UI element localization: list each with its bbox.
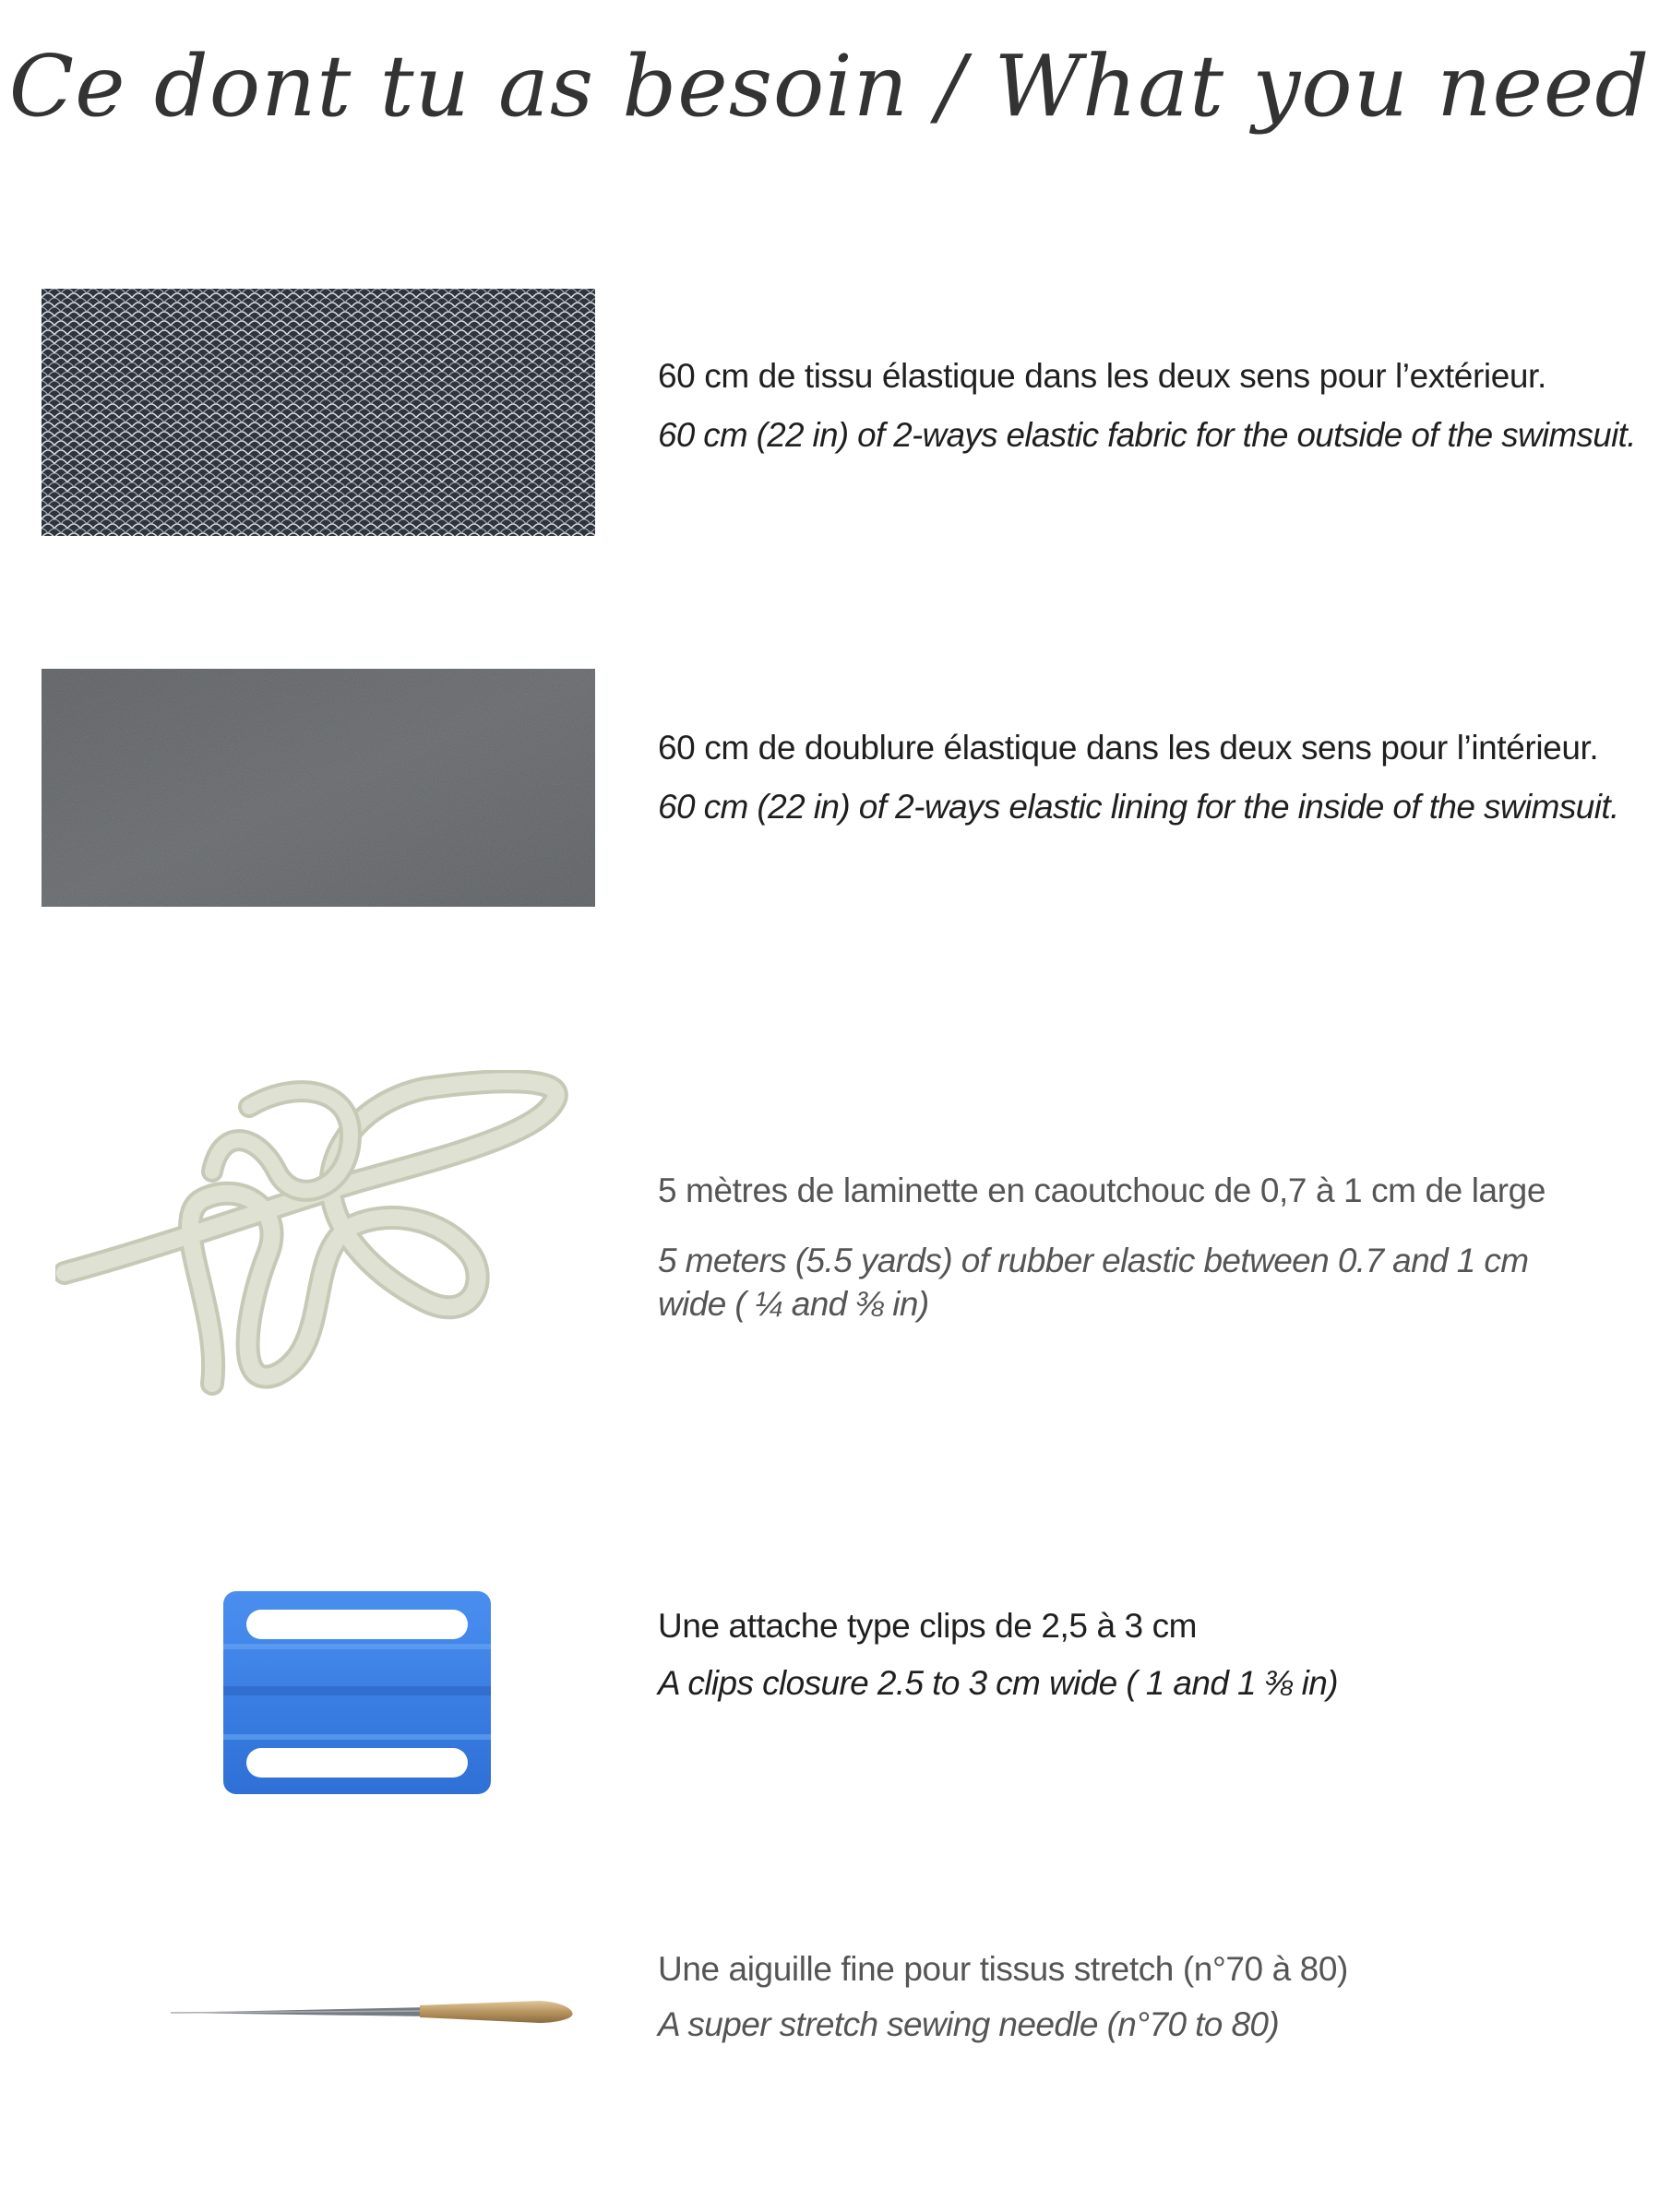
patterned-fabric-swatch — [42, 289, 595, 536]
item-lining-text — [658, 727, 1636, 829]
item-en-label: A super stretch sewing needle (n°70 to 80) — [658, 2005, 1280, 2044]
sewing-needle — [152, 1914, 614, 2089]
item-en-label: 60 cm (22 in) of 2-ways elastic lining for the inside of the swimsuit. — [658, 788, 1619, 827]
item-fr-label: 60 cm de tissu élastique dans les deux sens pour l’extérieur. — [658, 357, 1546, 395]
page-title: Ce dont tu as besoin / What you need — [8, 37, 1651, 136]
item-needle-text — [658, 1948, 1636, 2047]
item-fr-label: 5 mètres de laminette en caoutchouc de 0,7 à 1 cm de large — [658, 1171, 1546, 1209]
rubber-elastic-ribbon — [55, 1070, 620, 1411]
item-elastic-text — [658, 1170, 1636, 1326]
blue-clip-closure — [214, 1587, 500, 1799]
item-fr-label: 60 cm de doublure élastique dans les deux sens pour l’intérieur. — [658, 729, 1599, 767]
item-fr-label: Une aiguille fine pour tissus stretch (n°70 à 80) — [658, 1950, 1348, 1988]
item-fabric-text — [658, 355, 1636, 458]
item-en-label: A clips closure 2.5 to 3 cm wide ( 1 and 1 ⅜ in) — [658, 1664, 1338, 1703]
item-en-label: 60 cm (22 in) of 2-ways elastic fabric for the outside of the swimsuit. — [658, 416, 1636, 455]
item-en-label: 5 meters (5.5 yards) of rubber elastic between 0.7 and 1 cm wide ( ¼ and ⅜ in) — [658, 1242, 1529, 1323]
item-clip-text — [658, 1605, 1636, 1706]
lining-fabric-swatch — [42, 669, 595, 907]
item-fr-label: Une attache type clips de 2,5 à 3 cm — [658, 1607, 1198, 1645]
